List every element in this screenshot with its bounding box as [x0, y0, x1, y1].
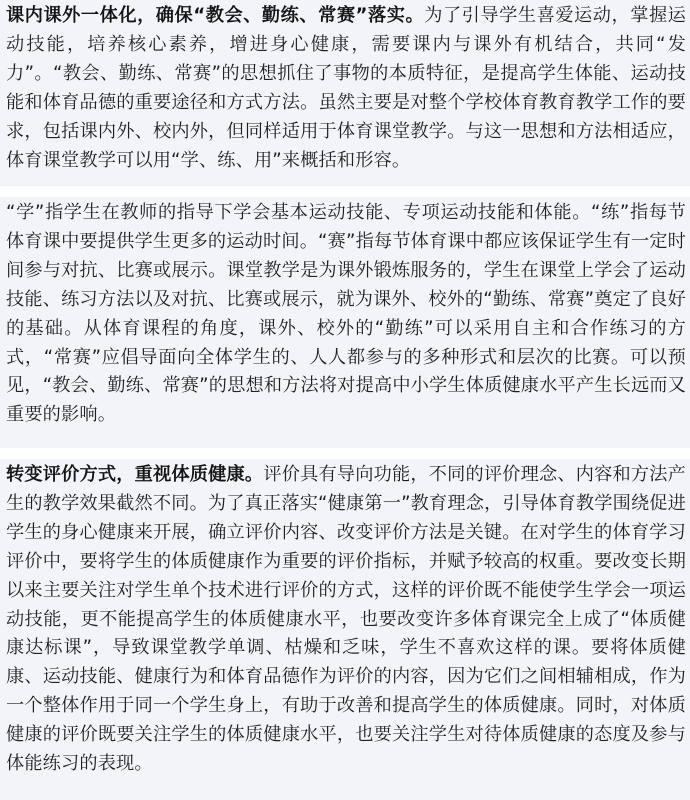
section-heading: 课内课外一体化，确保“教会、勤练、常赛”落实。 — [6, 5, 425, 26]
paragraph-block — [0, 0, 690, 186]
paragraph-block — [0, 459, 690, 800]
paragraph-text: “学”指学生在教师的指导下学会基本运动技能、专项运动技能和体能。“练”指每节体育课中要提供学生更多的运动时间。“赛”指每节体育课中都应该保证学生有一定时间参与对抗、比赛或展示。课堂教学是为课外锻炼服务的，学生在课堂上学会了运动技能、练习方法以及对抗、比赛或展示，就为课外、校外的“勤练、常赛”奠定了良好的基础。从体育课程的角度，课外、校外的“勤练”可以采用自主和合作练习的方式，“常赛”应倡导面向全体学生的、人人都参与的多种形式和层次的比赛。可以预见，“教会、勤练、常赛”的思想和方法将对提高中小学生体质健康水平产生长远而又重要的影响。 — [6, 202, 686, 426]
paragraph-text: 评价具有导向功能，不同的评价理念、内容和方法产生的教学效果截然不同。为了真正落实“健康第一”教育理念，引导体育教学围绕促进学生的身心健康来开展，确立评价内容、改变评价方法是关键。在对学生的体育学习评价中，要将学生的体质健康作为重要的评价指标，并赋予较高的权重。要改变长期以来主要关注对学生单个技术进行评价的方式，这样的评价既不能使学生学会一项运动技能，更不能提高学生的体质健康水平，也要改变许多体育课完全上成了“体质健康达标课”，导致课堂教学单调、枯燥和乏味，学生不喜欢这样的课。要将体质健康、运动技能、健康行为和体育品德作为评价的内容，因为它们之间相辅相成，作为一个整体作用于同一个学生身上，有助于改善和提高学生的体质健康。同时，对体质健康的评价既要关注学生的体质健康水平，也要关注学生对待体质健康的态度及参与体能练习的表现。 — [6, 464, 686, 775]
section-heading: 转变评价方式，重视体质健康。 — [6, 464, 264, 485]
paragraph-block — [0, 197, 690, 448]
paragraph-text: 为了引导学生喜爱运动，掌握运动技能，培养核心素养，增进身心健康，需要课内与课外有机结合，共同“发力”。“教会、勤练、常赛”的思想抓住了事物的本质特征，是提高学生体能、运动技能和体育品德的重要途径和方式方法。虽然主要是对整个学校体育教育教学工作的要求，包括课内外、校内外，但同样适用于体育课堂教学。与这一思想和方法相适应，体育课堂教学可以用“学、练、用”来概括和形容。 — [6, 5, 687, 171]
